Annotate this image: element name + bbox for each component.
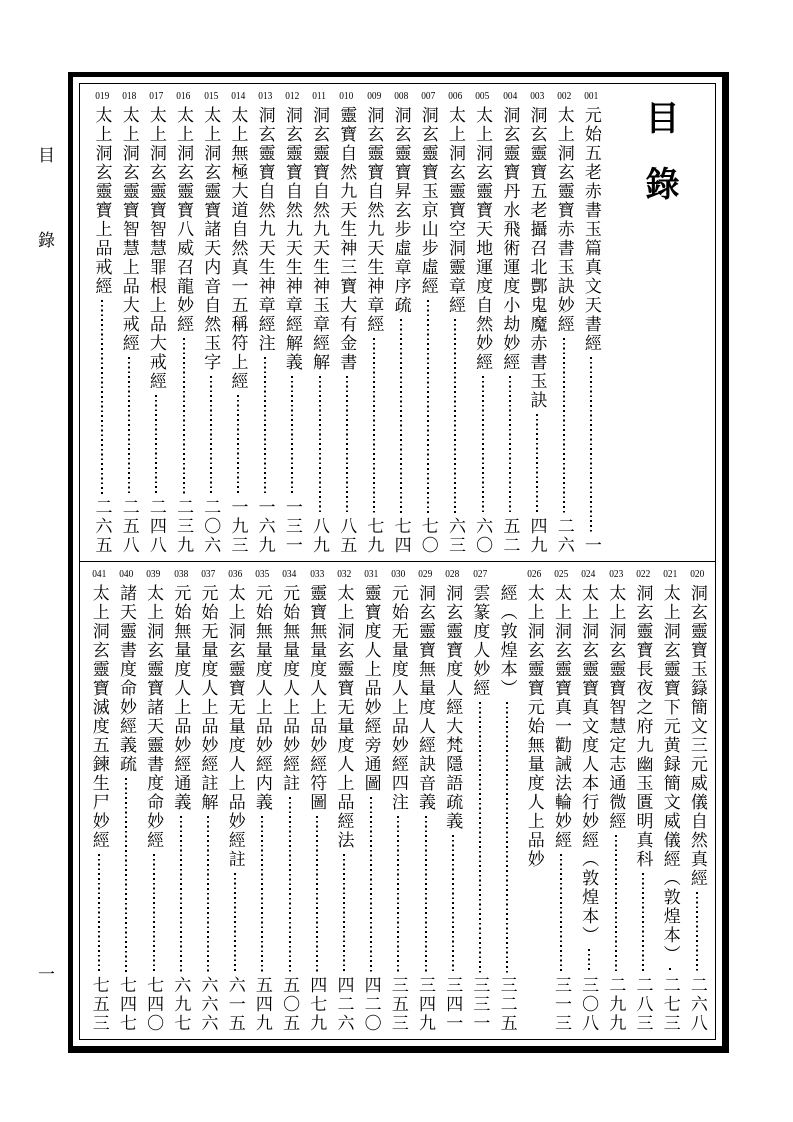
entry-title: 太上洞玄靈寶諸天靈書度命妙經 — [144, 584, 164, 850]
entry-title: 洞玄靈寶自然九天生神玉章經解 — [310, 106, 330, 372]
entry-page-number: 二五八 — [119, 498, 139, 555]
entry-title: 靈寶自然九天生神三寶大有金書 — [337, 106, 357, 372]
entry-title: 洞玄靈寶無量度人經訣音義 — [416, 584, 436, 812]
toc-entry-020 — [684, 568, 711, 1033]
toc-entry-029 — [412, 568, 439, 1033]
dot-leader — [210, 376, 212, 495]
toc-entry-018 — [116, 90, 143, 555]
dot-leader — [590, 357, 592, 533]
dot-leader — [588, 949, 590, 973]
dot-leader — [98, 854, 100, 973]
entry-number: 009 — [366, 90, 381, 102]
entry-page-number: 一三一 — [282, 498, 302, 555]
dot-leader — [343, 854, 345, 973]
entry-title: 靈寶無量度人上品妙經符圖 — [307, 584, 327, 812]
toc-entry-019 — [88, 90, 115, 555]
toc-entry-012 — [279, 90, 306, 555]
dot-leader — [155, 395, 157, 495]
entry-page-number: 六六六 — [198, 976, 218, 1033]
entry-title: 太上洞玄靈寶赤書玉訣妙經 — [554, 106, 574, 334]
dot-leader — [234, 873, 236, 973]
entry-number: 012 — [285, 90, 300, 102]
entry-title: 諸天靈書度命妙經義疏 — [116, 584, 136, 774]
toc-entry-039 — [140, 568, 167, 1033]
entry-number: 005 — [475, 90, 490, 102]
entry-title: 元始无量度人上品妙經四注 — [388, 584, 408, 812]
dot-leader — [370, 797, 372, 973]
toc-entry-025 — [548, 568, 575, 1033]
entry-title: 元始無量度人上品妙經内義 — [252, 584, 272, 812]
entry-number: 019 — [95, 90, 110, 102]
entry-number: 013 — [258, 90, 273, 102]
entry-number: 035 — [255, 568, 270, 580]
entry-title: 洞玄靈寶玉籙簡文三元威儀自然真經 — [687, 584, 707, 888]
entry-title: 太上洞玄靈寶上品戒經 — [92, 106, 112, 296]
entry-title: 洞玄靈寶自然九天生神章經注 — [255, 106, 275, 353]
toc-entry-035 — [249, 568, 276, 1033]
entry-title: 洞玄靈寶度人經大梵隱語疏義 — [443, 584, 463, 831]
entry-number: 041 — [92, 568, 107, 580]
page-title-block — [605, 90, 711, 555]
entry-page-number: 三〇八 — [579, 976, 599, 1033]
entry-number: 039 — [146, 568, 161, 580]
entry-page-number: 三三一 — [470, 976, 490, 1033]
dot-leader — [153, 854, 155, 973]
entry-title: 太上洞玄靈寶元始無量度人上品妙 — [524, 584, 544, 869]
dot-leader — [506, 702, 508, 973]
toc-entry-008 — [388, 90, 415, 555]
entry-page-number: 五四九 — [252, 976, 272, 1033]
entry-number: 030 — [391, 568, 406, 580]
entry-title: 太上洞玄靈寶空洞靈章經 — [445, 106, 465, 315]
entry-title: 元始無量度人上品妙經通義 — [171, 584, 191, 812]
entry-page-number: 三四一 — [443, 976, 463, 1033]
entry-title: 洞玄靈寶丹水飛術運度小劫妙經 — [500, 106, 520, 372]
toc-entry-023 — [602, 568, 629, 1033]
entry-number: 002 — [557, 90, 572, 102]
entry-number: 004 — [502, 90, 517, 102]
dot-leader — [425, 816, 427, 973]
toc-entry-038 — [167, 568, 194, 1033]
toc-entry-030 — [385, 568, 412, 1033]
entry-number: 029 — [418, 568, 433, 580]
entry-page-number: 五〇五 — [280, 976, 300, 1033]
dot-leader — [101, 300, 103, 495]
toc-entry-032 — [330, 568, 357, 1033]
entry-page-number: 六九七 — [171, 976, 191, 1033]
entry-page-number: 二四八 — [146, 498, 166, 555]
entry-title: 元始無量度人上品妙經註 — [280, 584, 300, 793]
dot-leader — [261, 816, 263, 973]
dot-leader — [289, 797, 291, 973]
toc-entry-021 — [657, 568, 684, 1033]
toc-entry-028 — [439, 568, 466, 1033]
entry-title: 太上洞玄靈寶八威召龍妙經 — [174, 106, 194, 334]
toc-entry-003 — [523, 90, 550, 555]
dot-leader — [125, 778, 127, 973]
entry-number: 010 — [339, 90, 354, 102]
entry-page-number: 六三 — [445, 517, 465, 555]
toc-entry-041 — [86, 568, 113, 1033]
toc-top-half — [80, 84, 715, 562]
entry-number: 018 — [122, 90, 137, 102]
entry-number: 007 — [421, 90, 436, 102]
entry-page-number: 三二五 — [497, 976, 517, 1033]
entry-page-number: 三四九 — [416, 976, 436, 1033]
entry-number: 011 — [312, 90, 327, 102]
margin-label: 目錄 — [35, 146, 54, 316]
toc-bottom-half — [80, 562, 715, 1039]
toc-entry-014 — [224, 90, 251, 555]
entry-page-number: 七五三 — [89, 976, 109, 1033]
entry-number: 026 — [527, 568, 542, 580]
dot-leader — [482, 376, 484, 514]
entry-title: 太上洞玄靈寶真文度人本行妙經（敦煌本） — [579, 584, 599, 945]
entry-page-number: 八九 — [310, 517, 330, 555]
dot-leader — [316, 816, 318, 973]
entry-page-number: 二三九 — [174, 498, 194, 555]
entry-page-number: 一六九 — [255, 498, 275, 555]
entry-number: 003 — [530, 90, 545, 102]
toc-entry-continuation — [494, 568, 521, 1033]
entry-page-number: 四二〇 — [361, 976, 381, 1033]
entry-number: 038 — [173, 568, 188, 580]
toc-entry-016 — [170, 90, 197, 555]
entry-title: 洞玄靈寶玉京山步虛經 — [418, 106, 438, 296]
dot-leader — [319, 376, 321, 514]
dot-leader — [615, 835, 617, 973]
entry-page-number: 三五三 — [388, 976, 408, 1033]
toc-entry-027 — [466, 568, 493, 1033]
entry-page-number: 三一三 — [551, 976, 571, 1033]
entry-number: 001 — [584, 90, 599, 102]
entry-number: 015 — [203, 90, 218, 102]
entry-title: 太上洞玄靈寶真一勸誡法輪妙經 — [551, 584, 571, 850]
entry-title: 經（敦煌本） — [497, 584, 517, 698]
toc-entry-026 — [521, 568, 548, 1033]
entry-title: 太上無極大道自然真一五稱符上經 — [228, 106, 248, 391]
entry-page-number: 二〇六 — [201, 498, 221, 555]
entry-page-number: 二七三 — [660, 976, 680, 1033]
entry-title: 太上洞玄靈寶智慧上品大戒經 — [119, 106, 139, 353]
margin-folio-number: 一 — [38, 965, 55, 984]
entry-title: 洞玄靈寶自然九天生神章經 — [364, 106, 384, 334]
dot-leader — [427, 300, 429, 514]
entry-number: 017 — [149, 90, 164, 102]
entry-title: 雲篆度人妙經 — [470, 584, 490, 698]
dot-leader — [642, 873, 644, 973]
entry-title: 太上洞玄靈寶智慧罪根上品大戒經 — [146, 106, 166, 391]
dot-leader — [207, 816, 209, 973]
entry-number: 040 — [119, 568, 134, 580]
toc-entry-005 — [469, 90, 496, 555]
entry-title: 太上洞玄靈寶下元黄録簡文威儀經（敦煌本） — [660, 584, 680, 964]
entry-page-number: 二六五 — [92, 498, 112, 555]
dot-leader — [400, 319, 402, 514]
dot-leader — [669, 968, 671, 973]
entry-page-number: 五二 — [500, 517, 520, 555]
toc-entry-037 — [194, 568, 221, 1033]
dot-leader — [180, 816, 182, 973]
entry-number: 020 — [690, 568, 705, 580]
entry-page-number: 七九 — [364, 517, 384, 555]
entry-title: 元始五老赤書玉篇真文天書經 — [581, 106, 601, 353]
toc-entry-009 — [360, 90, 387, 555]
entry-title: 太上洞玄靈寶智慧定志通微經 — [606, 584, 626, 831]
entry-number: 031 — [364, 568, 379, 580]
entry-number: 037 — [201, 568, 216, 580]
dot-leader — [183, 338, 185, 495]
entry-number: 036 — [228, 568, 243, 580]
entry-title: 靈寶度人上品妙經旁通圖 — [361, 584, 381, 793]
toc-entry-010 — [333, 90, 360, 555]
toc-entry-024 — [575, 568, 602, 1033]
entry-number: 025 — [554, 568, 569, 580]
toc-entry-015 — [197, 90, 224, 555]
dot-leader — [346, 376, 348, 514]
dot-leader — [560, 854, 562, 973]
entry-page-number: 一九三 — [228, 498, 248, 555]
entry-title: 洞玄靈寶五老攝召北酆鬼魔赤書玉訣 — [527, 106, 547, 410]
entry-page-number: 七四七 — [116, 976, 136, 1033]
entry-number: 024 — [581, 568, 596, 580]
dot-leader — [479, 702, 481, 973]
toc-entry-011 — [306, 90, 333, 555]
entry-page-number: 四九 — [527, 517, 547, 555]
entry-number: 028 — [445, 568, 460, 580]
entry-page-number: 二六 — [554, 517, 574, 555]
toc-entry-013 — [252, 90, 279, 555]
toc-entry-031 — [358, 568, 385, 1033]
toc-entry-001 — [578, 90, 605, 555]
dot-leader — [563, 338, 565, 514]
entry-page-number: 八五 — [337, 517, 357, 555]
dot-leader — [291, 376, 293, 495]
toc-entry-036 — [222, 568, 249, 1033]
page-frame — [68, 72, 729, 1053]
entry-number: 033 — [309, 568, 324, 580]
toc-entry-022 — [629, 568, 656, 1033]
entry-number: 006 — [448, 90, 463, 102]
entry-page-number: 六〇 — [473, 517, 493, 555]
entry-number: 027 — [472, 568, 487, 580]
entry-number: 032 — [336, 568, 351, 580]
entry-title: 太上洞玄靈寶天地運度自然妙經 — [473, 106, 493, 372]
entry-page-number: 二九九 — [606, 976, 626, 1033]
toc-entry-007 — [415, 90, 442, 555]
dot-leader — [696, 892, 698, 973]
toc-entry-004 — [496, 90, 523, 555]
toc-entry-006 — [442, 90, 469, 555]
toc-entry-002 — [551, 90, 578, 555]
entry-page-number: 四二六 — [334, 976, 354, 1033]
entry-title: 洞玄靈寶自然九天生神章經解義 — [282, 106, 302, 372]
entry-page-number: 六一五 — [225, 976, 245, 1033]
entry-number: 023 — [608, 568, 623, 580]
toc-entry-033 — [303, 568, 330, 1033]
entry-page-number: 二六八 — [687, 976, 707, 1033]
entry-page-number: 四七九 — [307, 976, 327, 1033]
entry-title: 太上洞玄靈寶无量度人上品妙經註 — [225, 584, 245, 869]
entry-title: 洞玄靈寶長夜之府九幽玉匱明真科 — [633, 584, 653, 869]
dot-leader — [264, 357, 266, 495]
entry-page-number: 一 — [581, 536, 601, 555]
entry-page-number: 七四〇 — [144, 976, 164, 1033]
dot-leader — [536, 414, 538, 514]
dot-leader — [452, 835, 454, 973]
entry-page-number: 二八三 — [633, 976, 653, 1033]
dot-leader — [237, 395, 239, 495]
entry-title: 太上洞玄靈寶諸天内音自然玉字 — [201, 106, 221, 372]
page-title: 目錄 — [640, 100, 677, 232]
entry-number: 016 — [176, 90, 191, 102]
entry-number: 022 — [636, 568, 651, 580]
dot-leader — [397, 816, 399, 973]
entry-page-number: 七〇 — [418, 517, 438, 555]
entry-number: 034 — [282, 568, 297, 580]
entry-title: 元始无量度人上品妙經註解 — [198, 584, 218, 812]
dot-leader — [454, 319, 456, 514]
entry-number: 008 — [394, 90, 409, 102]
entry-title: 洞玄靈寶昇玄步虛章序疏 — [391, 106, 411, 315]
dot-leader — [128, 357, 130, 495]
entry-number: 021 — [663, 568, 678, 580]
entry-title: 太上洞玄靈寶无量度人上品經法 — [334, 584, 354, 850]
dot-leader — [509, 376, 511, 514]
toc-entry-017 — [143, 90, 170, 555]
toc-entry-034 — [276, 568, 303, 1033]
entry-title: 太上洞玄靈寶滅度五鍊生尸妙經 — [89, 584, 109, 850]
entry-number: 014 — [230, 90, 245, 102]
entry-page-number: 七四 — [391, 517, 411, 555]
page-frame-inner — [79, 83, 716, 1040]
dot-leader — [373, 338, 375, 514]
toc-entry-040 — [113, 568, 140, 1033]
